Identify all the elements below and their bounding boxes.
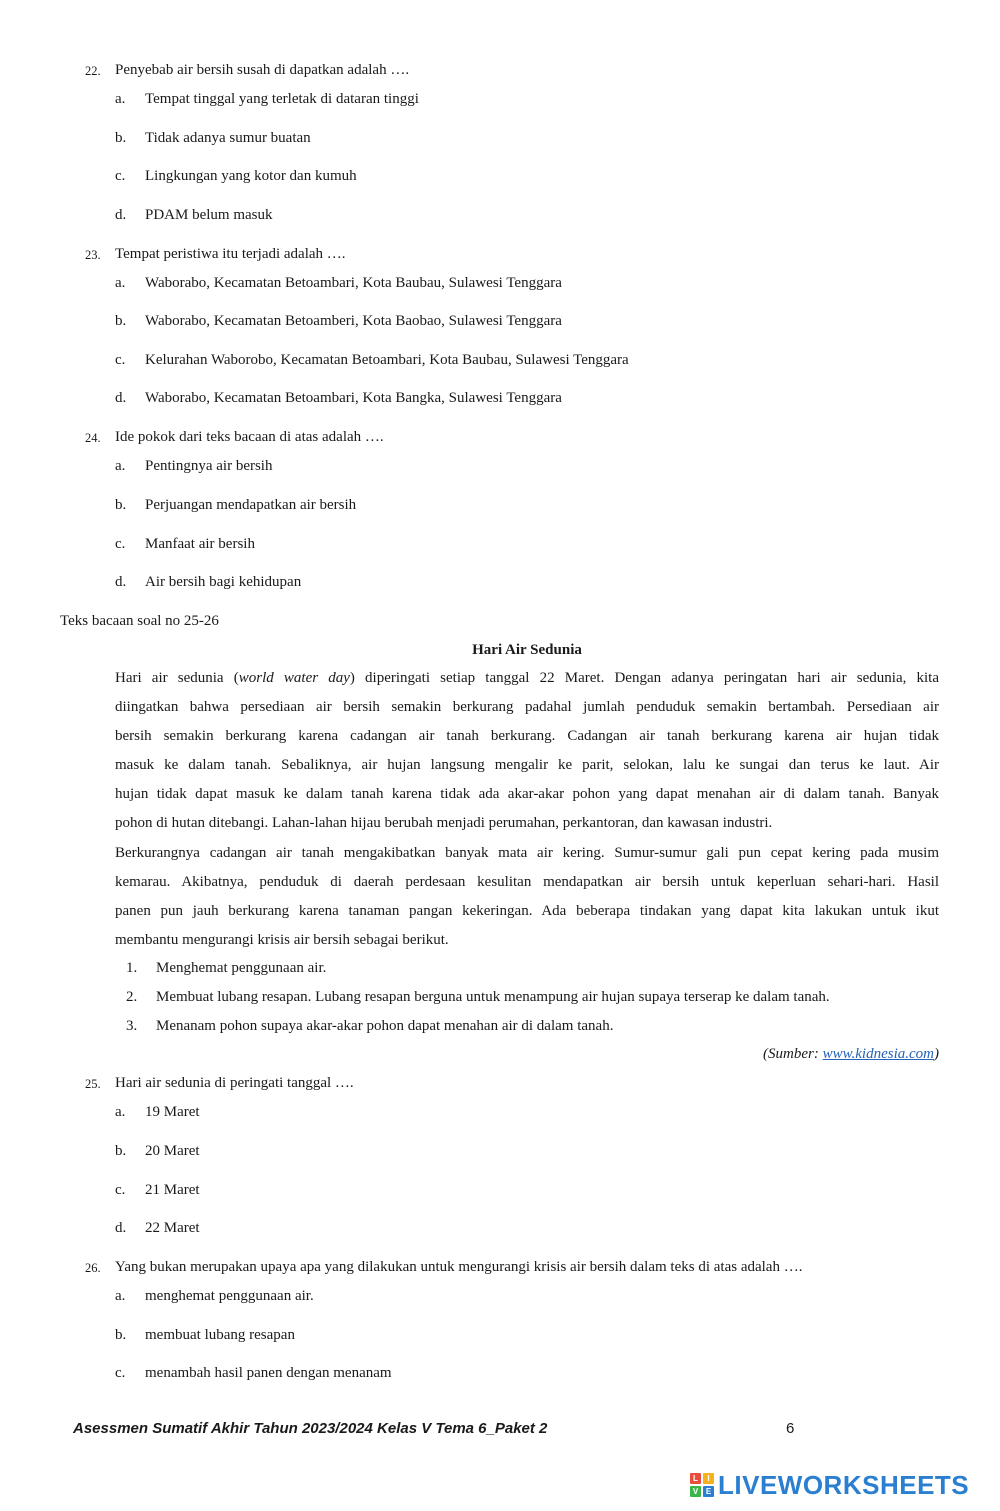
question-number: 25. bbox=[85, 1077, 101, 1091]
logo-block-i: I bbox=[703, 1473, 714, 1484]
paragraph-line: diingatkan bahwa persediaan air bersih semakin berkurang padahal jumlah penduduk semakin bertambah. Persediaan air bbox=[115, 699, 939, 715]
option-letter[interactable]: a. bbox=[115, 275, 126, 291]
paragraph-text: ) diperingati setiap tanggal 22 Maret. Dengan adanya peringatan hari air sedunia, kita bbox=[349, 670, 939, 686]
option-text[interactable]: Manfaat air bersih bbox=[145, 536, 255, 552]
option-letter[interactable]: a. bbox=[115, 1288, 126, 1304]
option-text[interactable]: Tempat tinggal yang terletak di dataran tinggi bbox=[145, 91, 419, 107]
paragraph-line: membantu mengurangi krisis air bersih sebagai berikut. bbox=[115, 932, 449, 948]
page-number: 6 bbox=[786, 1420, 795, 1437]
option-text[interactable]: Air bersih bagi kehidupan bbox=[145, 574, 302, 590]
paragraph-2 bbox=[115, 839, 939, 955]
logo-block-l: L bbox=[690, 1473, 701, 1484]
question-number: 24. bbox=[85, 431, 101, 445]
paragraph-line: Berkurangnya cadangan air tanah mengakibatkan banyak mata air kering. Sumur-sumur gali pun cepat kering pada musim bbox=[115, 845, 939, 861]
option-text[interactable]: menghemat penggunaan air. bbox=[145, 1288, 314, 1304]
option-letter[interactable]: b. bbox=[115, 130, 127, 146]
paragraph-line bbox=[115, 664, 939, 693]
list-item: Menanam pohon supaya akar-akar pohon dapat menahan air di dalam tanah. bbox=[156, 1018, 614, 1034]
liveworksheets-logo-icon bbox=[690, 1473, 714, 1497]
question-text: Hari air sedunia di peringati tanggal …. bbox=[115, 1075, 354, 1091]
option-text[interactable]: PDAM belum masuk bbox=[145, 207, 273, 223]
source-citation bbox=[763, 1046, 939, 1063]
option-letter[interactable]: b. bbox=[115, 497, 127, 513]
option-letter[interactable]: c. bbox=[115, 1365, 126, 1381]
question-number: 26. bbox=[85, 1261, 101, 1275]
question-text: Ide pokok dari teks bacaan di atas adalah …. bbox=[115, 429, 384, 445]
list-item: Membuat lubang resapan. Lubang resapan berguna untuk menampung air hujan supaya terserap ke dalam tanah. bbox=[156, 989, 830, 1005]
option-letter[interactable]: a. bbox=[115, 458, 126, 474]
paragraph-1 bbox=[115, 664, 939, 838]
option-text[interactable]: 19 Maret bbox=[145, 1104, 200, 1120]
question-number: 23. bbox=[85, 248, 101, 262]
question-number: 22. bbox=[85, 64, 101, 78]
option-text[interactable]: Waborabo, Kecamatan Betoambari, Kota Baubau, Sulawesi Tenggara bbox=[145, 275, 562, 291]
option-text[interactable]: Waborabo, Kecamatan Betoamberi, Kota Baobao, Sulawesi Tenggara bbox=[145, 313, 562, 329]
option-text[interactable]: 21 Maret bbox=[145, 1182, 200, 1198]
option-letter[interactable]: b. bbox=[115, 313, 127, 329]
footer-title: Asessmen Sumatif Akhir Tahun 2023/2024 Kelas V Tema 6_Paket 2 bbox=[73, 1420, 548, 1437]
option-text[interactable]: Pentingnya air bersih bbox=[145, 458, 273, 474]
option-letter[interactable]: b. bbox=[115, 1143, 127, 1159]
source-link[interactable]: www.kidnesia.com bbox=[822, 1046, 934, 1062]
source-prefix: (Sumber: bbox=[763, 1046, 823, 1062]
question-text: Tempat peristiwa itu terjadi adalah …. bbox=[115, 246, 346, 262]
paragraph-line: hujan tidak dapat masuk ke dalam tanah karena tidak ada akar-akar pohon yang dapat menahan air di dalam tanah. Banyak bbox=[115, 786, 939, 802]
paragraph-line: bersih semakin berkurang karena cadangan air tanah berkurang. Cadangan air tanah berkurang karena air hujan tidak bbox=[115, 728, 939, 744]
option-text[interactable]: Lingkungan yang kotor dan kumuh bbox=[145, 168, 357, 184]
list-item: Menghemat penggunaan air. bbox=[156, 960, 327, 976]
option-text[interactable]: 20 Maret bbox=[145, 1143, 200, 1159]
logo-block-v: V bbox=[690, 1486, 701, 1497]
paragraph-line: masuk ke dalam tanah. Sebaliknya, air hujan langsung mengalir ke parit, selokan, lalu ke sungai dan terus ke laut. Air bbox=[115, 757, 939, 773]
reading-intro: Teks bacaan soal no 25-26 bbox=[60, 613, 219, 629]
reading-title: Hari Air Sedunia bbox=[472, 642, 582, 658]
list-number: 3. bbox=[126, 1018, 138, 1034]
option-text[interactable]: membuat lubang resapan bbox=[145, 1327, 295, 1343]
option-text[interactable]: Kelurahan Waborobo, Kecamatan Betoambari, Kota Baubau, Sulawesi Tenggara bbox=[145, 352, 629, 368]
option-letter[interactable]: c. bbox=[115, 168, 126, 184]
option-letter[interactable]: c. bbox=[115, 1182, 126, 1198]
list-number: 2. bbox=[126, 989, 138, 1005]
paragraph-line: kemarau. Akibatnya, penduduk di daerah perdesaan kesulitan mendapatkan air bersih untuk keperluan sehari-hari. Hasil bbox=[115, 874, 939, 890]
logo-block-e: E bbox=[703, 1486, 714, 1497]
source-suffix: ) bbox=[934, 1046, 939, 1062]
list-number: 1. bbox=[126, 960, 138, 976]
paragraph-italic: world water day bbox=[238, 670, 350, 686]
option-letter[interactable]: b. bbox=[115, 1327, 127, 1343]
paragraph-text: Hari air sedunia ( bbox=[115, 670, 239, 686]
question-text: Yang bukan merupakan upaya apa yang dilakukan untuk mengurangi krisis air bersih dalam teks di atas adalah …. bbox=[115, 1259, 803, 1275]
option-text[interactable]: menambah hasil panen dengan menanam bbox=[145, 1365, 392, 1381]
option-text[interactable]: Perjuangan mendapatkan air bersih bbox=[145, 497, 357, 513]
option-letter[interactable]: d. bbox=[115, 390, 127, 406]
option-letter[interactable]: a. bbox=[115, 91, 126, 107]
option-letter[interactable]: d. bbox=[115, 574, 127, 590]
option-letter[interactable]: a. bbox=[115, 1104, 126, 1120]
option-letter[interactable]: d. bbox=[115, 1220, 127, 1236]
liveworksheets-wordmark: LIVEWORKSHEETS bbox=[718, 1469, 970, 1500]
option-letter[interactable]: c. bbox=[115, 536, 126, 552]
paragraph-line: pohon di hutan ditebangi. Lahan-lahan hijau berubah menjadi perumahan, perkantoran, dan kawasan industri. bbox=[115, 815, 773, 831]
option-text[interactable]: Tidak adanya sumur buatan bbox=[145, 130, 311, 146]
question-text: Penyebab air bersih susah di dapatkan adalah …. bbox=[115, 62, 410, 78]
option-text[interactable]: Waborabo, Kecamatan Betoambari, Kota Bangka, Sulawesi Tenggara bbox=[145, 390, 562, 406]
paragraph-line: panen pun jauh berkurang karena tanaman pangan kekeringan. Ada beberapa tindakan yang dapat kita lakukan untuk ikut bbox=[115, 903, 939, 919]
option-letter[interactable]: c. bbox=[115, 352, 126, 368]
option-letter[interactable]: d. bbox=[115, 207, 127, 223]
option-text[interactable]: 22 Maret bbox=[145, 1220, 200, 1236]
liveworksheets-logo bbox=[690, 1470, 969, 1500]
